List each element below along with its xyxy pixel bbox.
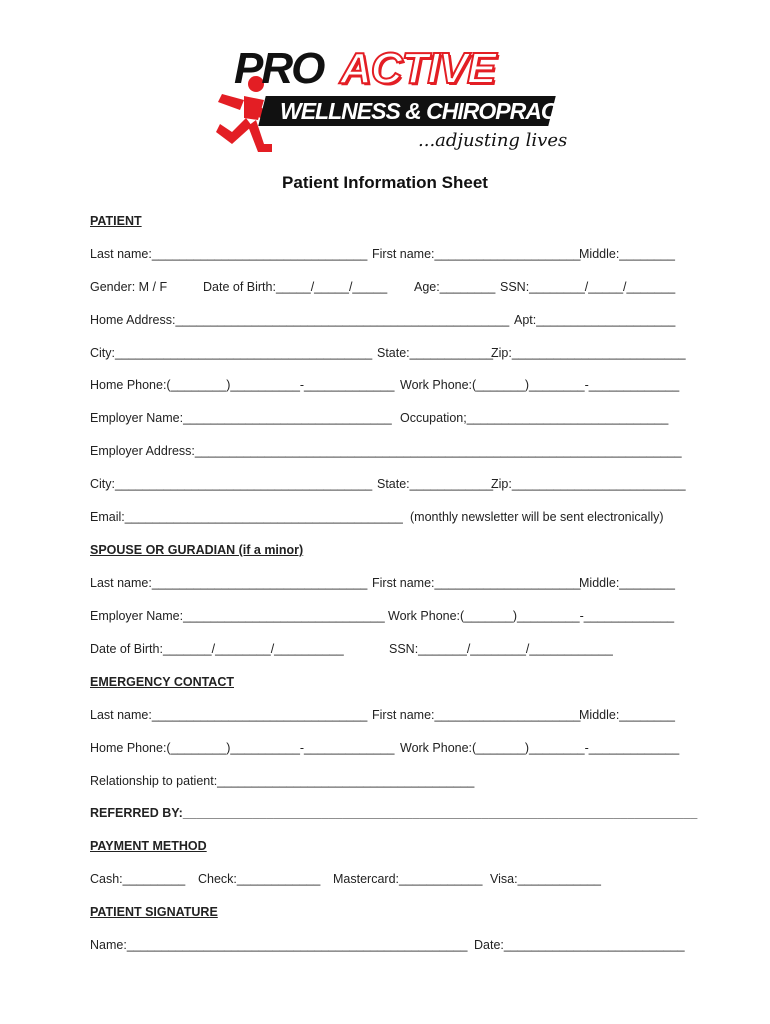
referred-by-field[interactable]: REFERRED BY:__________________________________________________________________________ — [90, 806, 698, 820]
spouse-name-row — [90, 576, 690, 594]
spouse-employer-name-field[interactable]: Employer Name:_____________________________ — [90, 609, 385, 623]
page-title: Patient Information Sheet — [282, 173, 488, 192]
signature-section — [90, 905, 690, 923]
signature-name-field[interactable]: Name:_________________________________________________ — [90, 938, 468, 952]
spouse-dob-row — [90, 642, 690, 660]
patient-first-name-field[interactable]: First name:_____________________ — [372, 247, 581, 261]
emergency-relationship-field[interactable]: Relationship to patient:_____________________________________ — [90, 774, 475, 788]
patient-email-field[interactable]: Email:________________________________________ — [90, 510, 403, 524]
email-note: (monthly newsletter will be sent electronically) — [410, 510, 664, 524]
patient-employer-city-row — [90, 477, 690, 495]
patient-employer-city-field[interactable]: City:_____________________________________ — [90, 477, 373, 491]
emergency-phone-row — [90, 741, 690, 759]
signature-row — [90, 938, 690, 956]
patient-address-row — [90, 313, 690, 331]
patient-ssn-field[interactable]: SSN:________/_____/_______ — [500, 280, 676, 294]
emergency-section — [90, 675, 690, 693]
patient-work-phone-field[interactable]: Work Phone:(_______)________-_____________ — [400, 378, 680, 392]
patient-employer-zip-field[interactable]: Zip:_________________________ — [491, 477, 686, 491]
logo-active-text: ACTIVE — [340, 44, 496, 93]
emergency-heading: EMERGENCY CONTACT — [90, 675, 234, 689]
emergency-relationship-row — [90, 774, 690, 792]
patient-section — [90, 214, 690, 232]
spouse-employer-row — [90, 609, 690, 627]
patient-zip-field[interactable]: Zip:_________________________ — [491, 346, 686, 360]
patient-city-row — [90, 346, 690, 364]
payment-visa-field[interactable]: Visa:____________ — [490, 872, 601, 886]
patient-dob-field[interactable]: Date of Birth:_____/_____/_____ — [203, 280, 388, 294]
spouse-last-name-field[interactable]: Last name:_______________________________ — [90, 576, 368, 590]
patient-email-row — [90, 510, 690, 528]
patient-middle-field[interactable]: Middle:________ — [579, 247, 675, 261]
patient-last-name-field[interactable]: Last name:_______________________________ — [90, 247, 368, 261]
patient-home-phone-field[interactable]: Home Phone:(________)__________-_____________ — [90, 378, 395, 392]
patient-apt-field[interactable]: Apt:____________________ — [514, 313, 676, 327]
payment-heading: PAYMENT METHOD — [90, 839, 207, 853]
spouse-section — [90, 543, 690, 561]
patient-home-address-field[interactable]: Home Address:________________________________________________ — [90, 313, 510, 327]
patient-occupation-field[interactable]: Occupation;_____________________________ — [400, 411, 669, 425]
patient-employer-name-field[interactable]: Employer Name:______________________________ — [90, 411, 392, 425]
spouse-dob-field[interactable]: Date of Birth:_______/________/__________ — [90, 642, 344, 656]
patient-name-row — [90, 247, 690, 265]
spouse-ssn-field[interactable]: SSN:_______/________/____________ — [389, 642, 613, 656]
signature-heading: PATIENT SIGNATURE — [90, 905, 218, 919]
patient-employer-address-row — [90, 444, 690, 462]
referred-row — [90, 806, 698, 824]
logo-pro-text: PRO — [234, 44, 324, 93]
emergency-last-name-field[interactable]: Last name:_______________________________ — [90, 708, 368, 722]
company-logo — [214, 44, 591, 156]
emergency-middle-field[interactable]: Middle:________ — [579, 708, 675, 722]
patient-gender-field[interactable]: Gender: M / F — [90, 280, 168, 294]
payment-mastercard-field[interactable]: Mastercard:____________ — [333, 872, 483, 886]
payment-check-field[interactable]: Check:____________ — [198, 872, 321, 886]
emergency-name-row — [90, 708, 690, 726]
logo-wellness-text: WELLNESS & CHIROPRACTIC — [280, 98, 591, 124]
patient-employer-row — [90, 411, 690, 429]
emergency-first-name-field[interactable]: First name:_____________________ — [372, 708, 581, 722]
spouse-heading: SPOUSE OR GURADIAN (if a minor) — [90, 543, 304, 557]
patient-heading: PATIENT — [90, 214, 142, 228]
payment-section — [90, 839, 690, 857]
patient-state-field[interactable]: State:____________ — [377, 346, 494, 360]
emergency-work-phone-field[interactable]: Work Phone:(_______)________-_____________ — [400, 741, 680, 755]
logo-tagline: ...adjusting lives — [418, 130, 568, 151]
spouse-middle-field[interactable]: Middle:________ — [579, 576, 675, 590]
signature-date-field[interactable]: Date:__________________________ — [474, 938, 685, 952]
patient-demographics-row — [90, 280, 690, 298]
patient-age-field[interactable]: Age:________ — [414, 280, 496, 294]
patient-phone-row — [90, 378, 690, 396]
spouse-work-phone-field[interactable]: Work Phone:(_______)_________-_____________ — [388, 609, 675, 623]
payment-cash-field[interactable]: Cash:_________ — [90, 872, 186, 886]
payment-row — [90, 872, 690, 890]
spouse-first-name-field[interactable]: First name:_____________________ — [372, 576, 581, 590]
patient-city-field[interactable]: City:_____________________________________ — [90, 346, 373, 360]
patient-employer-state-field[interactable]: State:____________ — [377, 477, 494, 491]
patient-employer-address-field[interactable]: Employer Address:______________________________________________________________________ — [90, 444, 682, 458]
emergency-home-phone-field[interactable]: Home Phone:(________)__________-_____________ — [90, 741, 395, 755]
